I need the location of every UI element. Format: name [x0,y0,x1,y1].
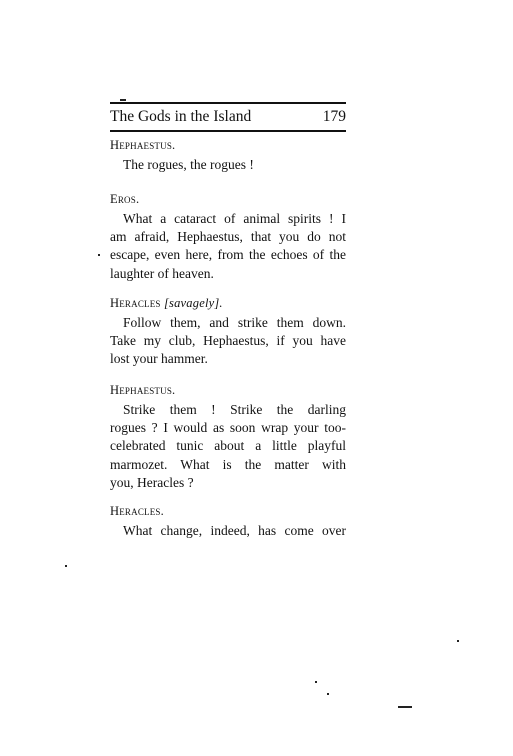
speech-line: What a cataract of animal spirits ! I [123,211,346,226]
speech-line: escape, even here, from the echoes of the [110,247,346,263]
speech-text [110,401,346,492]
speech-line: marmozet. What is the matter with [110,456,346,472]
speech-line: lost your hammer. [110,351,208,367]
speech-text [110,156,346,174]
speaker-name [110,137,175,153]
speech-text [110,210,346,283]
speech-line: laughter of heaven. [110,265,214,281]
scan-speck [457,640,459,642]
speech-line: Follow them, and strike them down. [123,315,346,330]
scan-speck [120,99,126,101]
running-header [110,106,346,128]
header-bottom-rule [110,130,346,132]
speech-line: Take my club, Hephaestus, if you have [110,333,346,349]
speech-line: rogues ? I would as soon wrap your too- [110,420,346,436]
speech-line: What change, indeed, has come over [123,523,346,538]
speaker-label: Heracles [110,296,161,310]
speech-line: Strike them ! Strike the darling [123,402,346,417]
speaker-label: Heracles. [110,504,164,518]
header-top-rule [110,102,346,104]
speech-line: celebrated tunic about a little playful [110,438,346,454]
speech-line: The rogues, the rogues ! [123,157,254,172]
speaker-label: Hephaestus. [110,383,176,397]
speaker-label: Hephaestus. [110,138,176,152]
speaker-name [110,382,175,398]
scan-speck [98,254,100,256]
speaker-name [110,295,223,311]
speaker-label: Eros. [110,192,140,206]
speech-text [110,314,346,369]
scan-speck [315,681,317,683]
scan-speck [327,693,329,695]
speaker-name [110,503,164,519]
running-title: The Gods in the Island [110,108,252,125]
scan-speck [398,706,412,708]
speech-text [110,522,346,540]
speech-line: am afraid, Hephaestus, that you do not [110,229,346,245]
stage-direction: [savagely]. [163,296,223,310]
speaker-name [110,191,139,207]
scan-speck [65,565,67,567]
page-number: 179 [322,108,346,125]
speech-line: you, Heracles ? [110,474,194,490]
